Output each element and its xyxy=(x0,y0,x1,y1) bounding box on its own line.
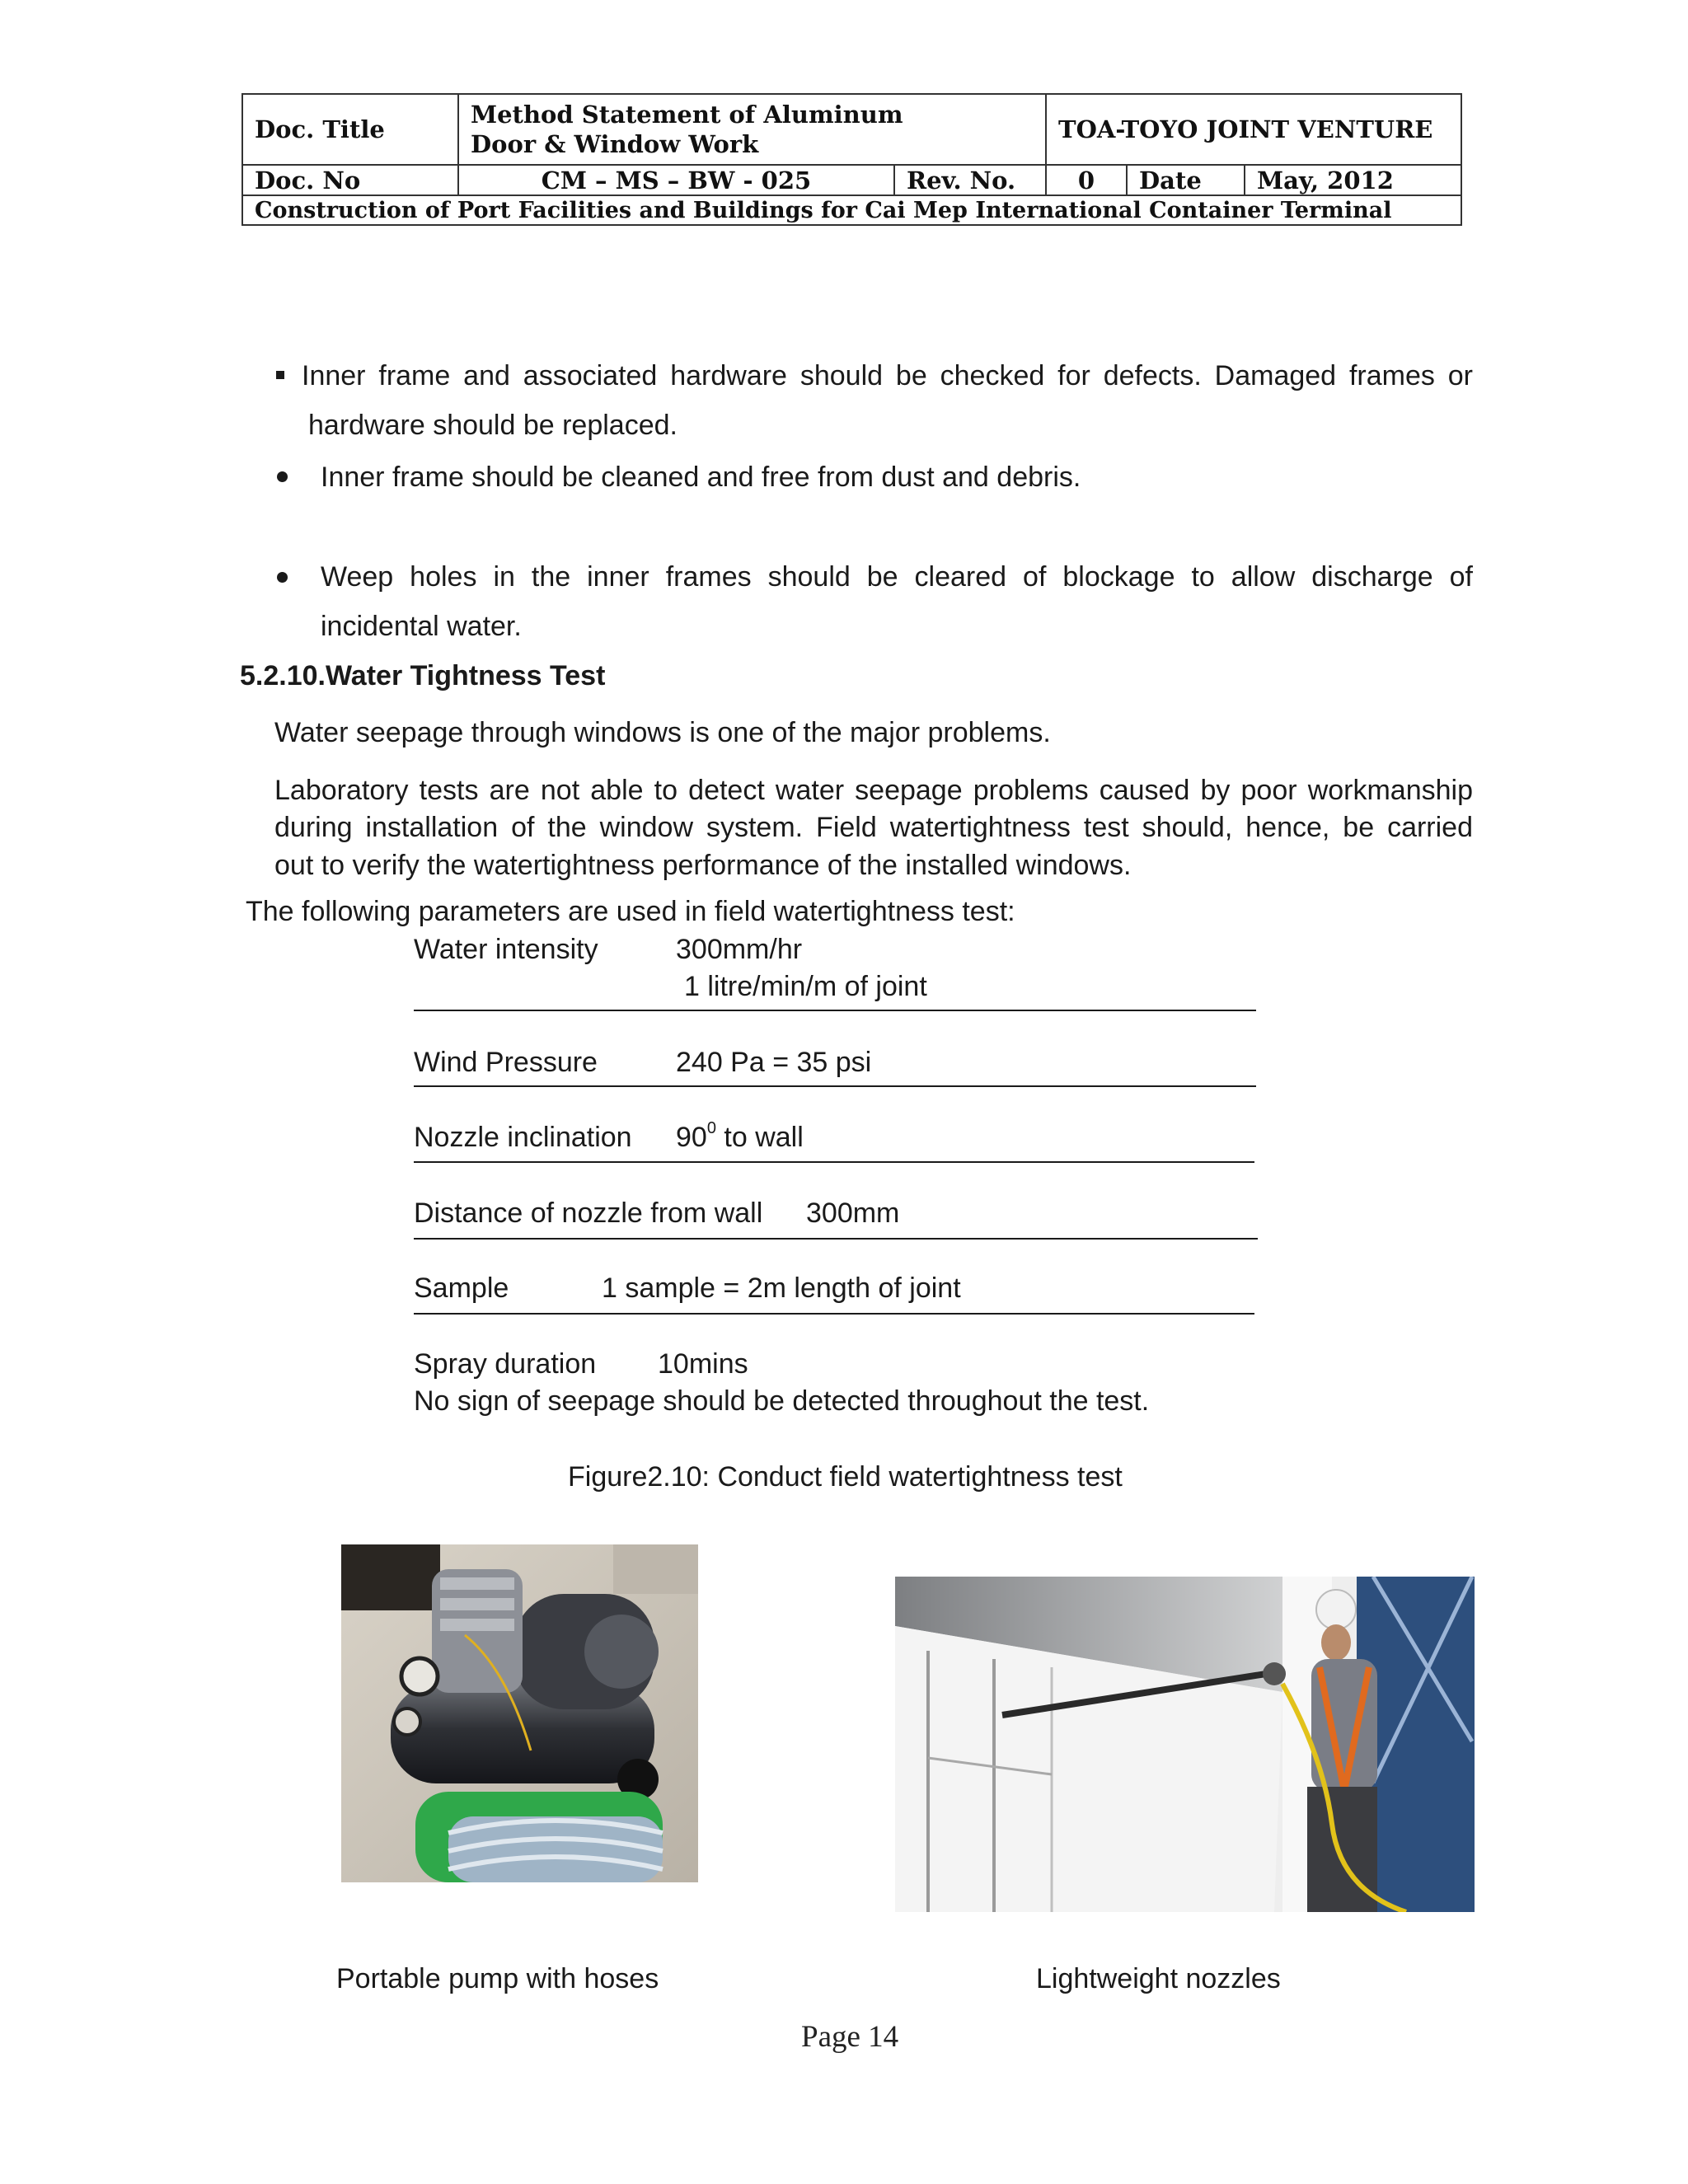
portable-pump-photo xyxy=(341,1544,698,1882)
spray-duration-value: 10mins xyxy=(658,1348,748,1380)
company-name: TOA-TOYO JOINT VENTURE xyxy=(1046,94,1461,165)
divider-line xyxy=(414,1085,1256,1087)
photo-1-caption: Portable pump with hoses xyxy=(336,1963,659,1994)
nozzle-distance-value: 300mm xyxy=(806,1197,900,1229)
rev-no-value: 0 xyxy=(1046,165,1127,195)
section-heading: 5.2.10.Water Tightness Test xyxy=(240,660,606,691)
doc-title-value xyxy=(458,94,1046,165)
sample-value: 1 sample = 2m length of joint xyxy=(602,1272,961,1304)
parameters-intro: The following parameters are used in field watertightness test: xyxy=(246,896,1015,927)
divider-line xyxy=(414,1238,1258,1240)
figure-caption: Figure2.10: Conduct field watertightness test xyxy=(568,1461,1123,1493)
date-label: Date xyxy=(1127,165,1245,195)
project-title: Construction of Port Facilities and Buildings for Cai Mep International Container Terminal xyxy=(242,195,1461,225)
doc-no-value: CM – MS – BW - 025 xyxy=(458,165,894,195)
wind-pressure-label: Wind Pressure xyxy=(414,1047,598,1078)
doc-no-label: Doc. No xyxy=(242,165,458,195)
bullet-3-line1: Weep holes in the inner frames should be cleared of blockage to allow discharge of xyxy=(321,561,1473,593)
nozzle-inclination-label: Nozzle inclination xyxy=(414,1122,632,1153)
water-intensity-value-2: 1 litre/min/m of joint xyxy=(684,971,927,1002)
doc-title-label: Doc. Title xyxy=(242,94,458,165)
wind-pressure-value: 240 Pa = 35 psi xyxy=(676,1047,872,1078)
photo-2-caption: Lightweight nozzles xyxy=(1036,1963,1281,1994)
square-bullet-icon xyxy=(276,371,284,379)
section-paragraph-2-line1: Laboratory tests are not able to detect water seepage problems caused by poor workmanship xyxy=(274,775,1473,806)
section-paragraph-1: Water seepage through windows is one of the major problems. xyxy=(274,717,1051,748)
seepage-note: No sign of seepage should be detected throughout the test. xyxy=(414,1385,1150,1417)
nozzle-illustration xyxy=(895,1577,1475,1912)
document-header-table xyxy=(241,93,1462,226)
bullet-3-line2: incidental water. xyxy=(321,611,522,642)
sample-label: Sample xyxy=(414,1272,509,1304)
doc-title-line1: Method Statement of Aluminum xyxy=(471,101,903,129)
section-paragraph-2-line3: out to verify the watertightness performance of the installed windows. xyxy=(274,850,1132,881)
nozzle-inclination-value: $90^0$ to wall xyxy=(676,1118,804,1153)
round-bullet-icon xyxy=(277,471,288,482)
water-intensity-value-1: 300mm/hr xyxy=(676,934,803,965)
bullet-1-line2: hardware should be replaced. xyxy=(308,410,678,441)
divider-line xyxy=(414,1161,1254,1163)
rev-no-label: Rev. No. xyxy=(894,165,1046,195)
water-intensity-label: Water intensity xyxy=(414,934,598,965)
doc-title-line2: Door & Window Work xyxy=(471,130,759,158)
divider-line xyxy=(414,1010,1256,1011)
round-bullet-icon xyxy=(277,572,288,583)
page-number: Page 14 xyxy=(801,2020,899,2054)
nozzle-distance-label: Distance of nozzle from wall xyxy=(414,1197,763,1229)
pump-illustration xyxy=(341,1544,698,1882)
lightweight-nozzles-photo xyxy=(895,1577,1475,1912)
divider-line xyxy=(414,1313,1254,1315)
date-value: May, 2012 xyxy=(1245,165,1461,195)
bullet-2: Inner frame should be cleaned and free from dust and debris. xyxy=(321,462,1081,493)
bullet-1-line1: Inner frame and associated hardware should be checked for defects. Damaged frames or xyxy=(302,360,1473,391)
spray-duration-label: Spray duration xyxy=(414,1348,597,1380)
section-paragraph-2-line2: during installation of the window system. Field watertightness test should, hence, be carried xyxy=(274,812,1473,843)
